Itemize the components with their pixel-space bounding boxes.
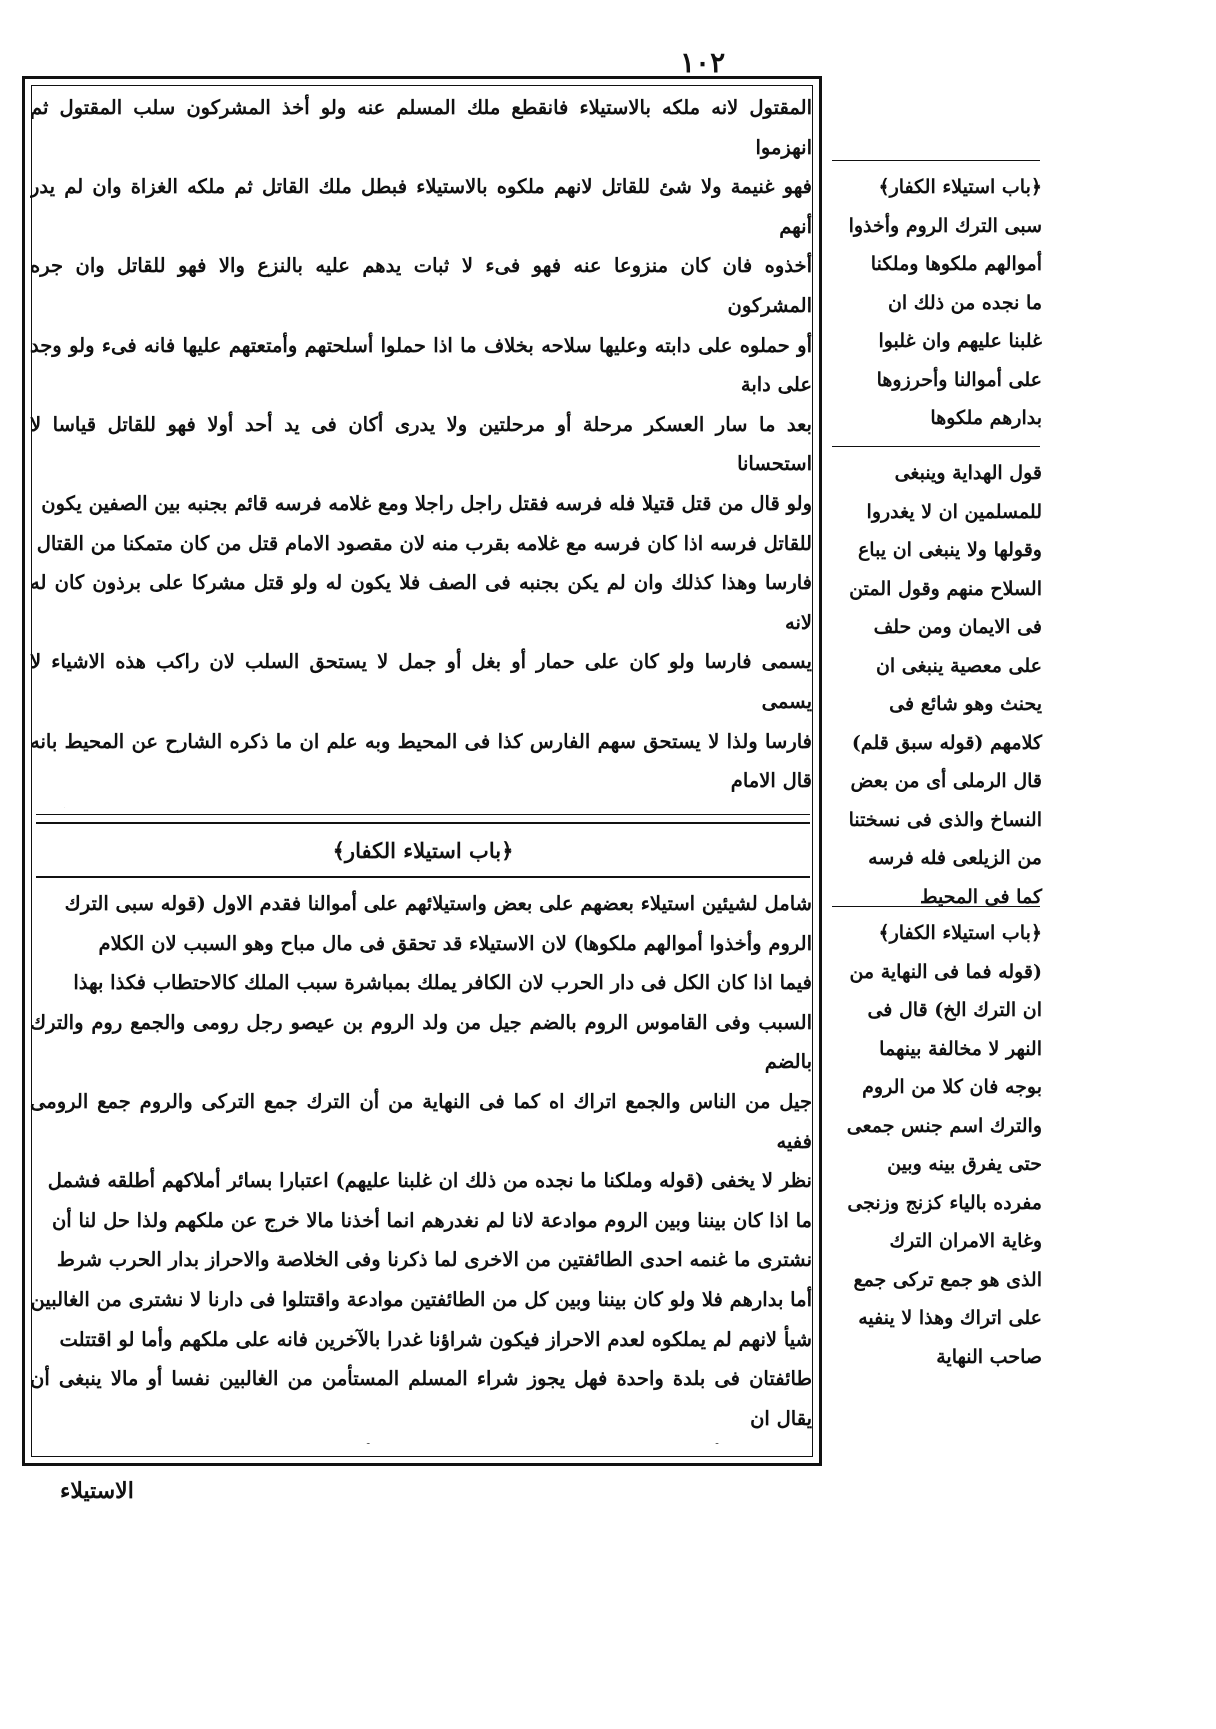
margin-note-3 (832, 914, 1042, 1376)
text-line: أخذوه فان كان منزوعا عنه فهو فىء لا ثبات يدهم عليه بالنزع والا فهو للقاتل وان جره المشركون (30, 254, 812, 317)
text-line: الروم وأخذوا أموالهم ملكوها) لان الاستيلاء قد تحقق فى مال مباح وهو السبب لان الكلام (98, 931, 812, 955)
margin-line: ان الترك الخ) قال فى (867, 999, 1042, 1021)
text-line: نظر لا يخفى (قوله وملكنا ما نجده من ذلك ان غلبنا عليهم) اعتبارا بسائر أملاكهم أطلقه فشمل (47, 1169, 812, 1193)
text-line: السبب وفى القاموس الروم بالضم جيل من ولد الروم بن عيصو رجل رومى والجمع روم والترك بالضم (30, 1010, 812, 1074)
margin-line: والترك اسم جنس جمعى (846, 1114, 1042, 1137)
margin-line: يحنث وهو شائع فى (889, 693, 1042, 715)
margin-line: النهر لا مخالفة بينهما (879, 1037, 1042, 1060)
text-line: للقاتل فرسه اذا كان فرسه مع غلامه بقرب منه لان مقصود الامام قتل من كان متمكنا من القتال (36, 531, 812, 555)
margin-line: غلبنا عليهم وان غلبوا (878, 330, 1042, 352)
text-line: بعد ما سار العسكر مرحلة أو مرحلتين ولا يدرى أكان فى يد أحد أولا فهو للقاتل قياسا لا استحسانا (30, 412, 812, 476)
margin-line: مفرده بالياء كزنج وزنجى (847, 1191, 1042, 1214)
catchword: الاستيلاء (60, 1478, 134, 1504)
text-line: المقتول لانه ملكه بالاستيلاء فانقطع ملك المسلم عنه ولو أخذ المشركون سلب المقتول ثم انهزموا (30, 96, 812, 159)
margin-rule (832, 906, 1040, 907)
text-line (30, 801, 812, 808)
margin-line: سبى الترك الروم وأخذوا (848, 214, 1042, 237)
margin-line: وغاية الامران الترك (889, 1230, 1042, 1252)
margin-line: كلامهم (قوله سبق قلم) (851, 731, 1042, 754)
margin-line: صاحب النهاية (936, 1345, 1042, 1368)
text-line (30, 1438, 812, 1444)
margin-line: من الزيلعى فله فرسه (868, 847, 1042, 869)
margin-line: على اتراك وهذا لا ينفيه (858, 1307, 1042, 1329)
margin-line: (قوله فما فى النهاية من (849, 960, 1042, 983)
margin-line: على معصية ينبغى ان (875, 654, 1042, 677)
main-text-lower (30, 884, 812, 1444)
text-line: ما اذا كان بيننا وبين الروم موادعة لانا لم نغدرهم انما أخذنا مالا خرج عن ملكهم ولذا حل لنا أن (51, 1208, 812, 1232)
text-line: شيأ لانهم لم يملكوه لعدم الاحراز فيكون شراؤنا غدرا بالآخرين فانه على ملكهم وأما لو اقتتلت (59, 1327, 812, 1351)
section-divider (36, 814, 810, 815)
margin-line: قول الهداية وينبغى (894, 462, 1042, 484)
margin-line: ﴿باب استيلاء الكفار﴾ (878, 176, 1042, 198)
text-line: أما بدارهم فلا ولو كان بيننا وبين كل من الطائفتين موادعة واقتتلوا فى دارنا لا نشترى من الغالبين (30, 1287, 812, 1311)
margin-rule (832, 160, 1040, 161)
margin-line: السلاح منهم وقول المتن (849, 577, 1042, 600)
margin-line: ﴿باب استيلاء الكفار﴾ (878, 922, 1042, 944)
text-line: ولو قال من قتل قتيلا فله فرسه فقتل راجل راجلا ومع غلامه فرسه قائم بجنبه بين الصفين يكون (41, 491, 812, 515)
margin-line: قال الرملى أى من بعض (850, 770, 1042, 792)
text-line: فارسا ولذا لا يستحق سهم الفارس كذا فى المحيط وبه علم ان ما ذكره الشارح عن المحيط بانه قال الامام (30, 729, 812, 793)
margin-line: فى الايمان ومن حلف (873, 616, 1042, 638)
margin-line: الذى هو جمع تركى جمع (853, 1268, 1042, 1291)
margin-note-2 (832, 454, 1042, 916)
margin-line: ما نجده من ذلك ان (887, 291, 1042, 314)
margin-rule (832, 446, 1040, 447)
section-heading: ﴿باب استيلاء الكفار﴾ (36, 822, 810, 878)
margin-line: على أموالنا وأحرزوها (876, 368, 1042, 391)
margin-note-1 (832, 168, 1042, 438)
text-line: نشترى ما غنمه احدى الطائفتين من الاخرى لما ذكرنا وفى الخلاصة والاحراز بدار الحرب شرط (56, 1248, 812, 1272)
margin-line: وقولها ولا ينبغى ان يباع (857, 539, 1042, 561)
margin-line: بوجه فان كلا من الروم (862, 1076, 1042, 1098)
main-text-upper (30, 88, 812, 808)
text-line: يسمى فارسا ولو كان على حمار أو بغل أو جمل لا يستحق السلب لان راكب هذه الاشياء لا يسمى (30, 650, 812, 713)
page-number: ١٠٢ (680, 46, 726, 79)
text-line: شامل لشيئين استيلاء بعضهم على بعض واستيلائهم على أموالنا فقدم الاول (قوله سبى الترك (64, 892, 812, 915)
text-line: فيما اذا كان الكل فى دار الحرب لان الكافر يملك بمباشرة سبب الملك كالاحتطاب فكذا بهذا (73, 971, 812, 995)
margin-line: بدارهم ملكوها (930, 407, 1042, 429)
margin-line: أموالهم ملكوها وملكنا (870, 253, 1042, 275)
text-line: أو حملوه على دابته وعليها سلاحه بخلاف ما اذا حملوا أسلحتهم وأمتعتهم عليها فانه فىء ولو وجد على دابة (30, 333, 812, 397)
margin-line: النساخ والذى فى نسختنا (848, 808, 1042, 831)
text-line: جيل من الناس والجمع اتراك اه كما فى النهاية من أن الترك جمع التركى والروم جمع الرومى ففيه (30, 1089, 812, 1153)
text-line: فهو غنيمة ولا شئ للقاتل لانهم ملكوه بالاستيلاء فبطل ملك القاتل ثم ملكه الغزاة وان لم يدر أنهم (30, 175, 812, 238)
text-line: طائفتان فى بلدة واحدة فهل يجوز شراء المسلم المستأمن من الغالبين نفسا أو مالا ينبغى أن يقال ان (30, 1367, 812, 1430)
margin-line: للمسلمين ان لا يغدروا (866, 500, 1042, 523)
margin-line: كما فى المحيط (919, 885, 1042, 908)
margin-line: حتى يفرق بينه وبين (887, 1153, 1042, 1175)
text-line: فارسا وهذا كذلك وان لم يكن بجنبه فى الصف فلا يكون له ولو قتل مشركا على برذون كان له لانه (30, 571, 812, 634)
